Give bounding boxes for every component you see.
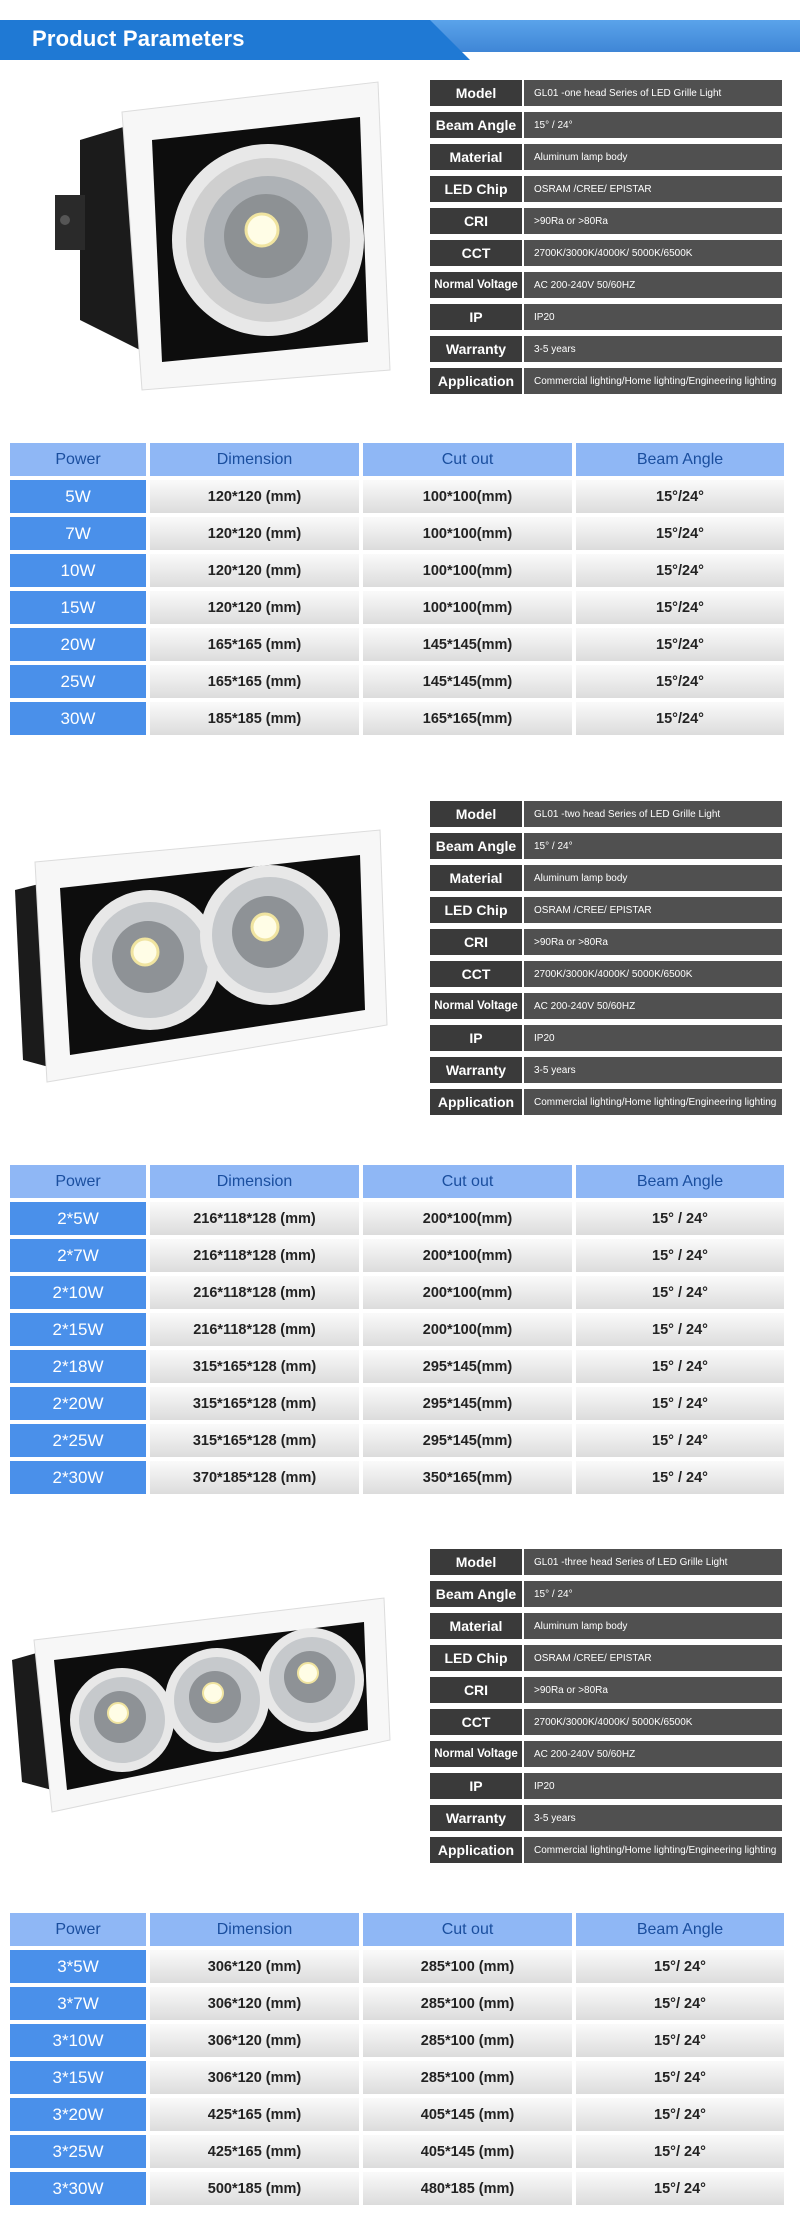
- cell-power: 3*15W: [10, 2061, 146, 2094]
- spec-value: >90Ra or >80Ra: [524, 929, 782, 955]
- cell-power: 3*30W: [10, 2172, 146, 2205]
- spec-value: 3-5 years: [524, 1057, 782, 1083]
- cell-cut-out: 295*145(mm): [363, 1424, 572, 1457]
- spec-row-material: [430, 865, 782, 891]
- spec-row-material: [430, 1613, 782, 1639]
- spec-value: >90Ra or >80Ra: [524, 208, 782, 234]
- spec-value: 15° / 24°: [524, 833, 782, 859]
- spec-row-voltage: [430, 993, 782, 1019]
- spec-row-application: [430, 1089, 782, 1115]
- cell-dimension: 216*118*128 (mm): [150, 1276, 359, 1309]
- spec-row-voltage: [430, 272, 782, 298]
- spec-row-model: [430, 801, 782, 827]
- spec-value: GL01 -one head Series of LED Grille Light: [524, 80, 782, 106]
- table-row: [10, 1424, 784, 1457]
- spec-value: IP20: [524, 304, 782, 330]
- cell-beam-angle: 15° / 24°: [576, 1202, 784, 1235]
- spec-value: 2700K/3000K/4000K/ 5000K/6500K: [524, 1709, 782, 1735]
- cell-beam-angle: 15°/ 24°: [576, 1950, 784, 1983]
- spec-label: Application: [430, 368, 524, 394]
- table-row: [10, 517, 784, 550]
- cell-power: 2*18W: [10, 1350, 146, 1383]
- spec-row-application: [430, 1837, 782, 1863]
- cell-cut-out: 145*145(mm): [363, 628, 572, 661]
- cell-dimension: 216*118*128 (mm): [150, 1202, 359, 1235]
- cell-cut-out: 285*100 (mm): [363, 1950, 572, 1983]
- table-row: [10, 1313, 784, 1346]
- spec-label: CCT: [430, 1709, 524, 1735]
- spec-label: IP: [430, 1773, 524, 1799]
- header-power: Power: [10, 1913, 146, 1946]
- spec-label: Normal Voltage: [430, 272, 524, 298]
- table-row: [10, 665, 784, 698]
- cell-power: 2*7W: [10, 1239, 146, 1272]
- page-header: [0, 0, 800, 60]
- cell-beam-angle: 15°/24°: [576, 665, 784, 698]
- header-beam-angle: Beam Angle: [576, 1165, 784, 1198]
- table-row: [10, 1276, 784, 1309]
- cell-dimension: 315*165*128 (mm): [150, 1350, 359, 1383]
- spec-row-application: [430, 368, 782, 394]
- spec-value: OSRAM /CREE/ EPISTAR: [524, 1645, 782, 1671]
- spec-row-material: [430, 144, 782, 170]
- cell-power: 20W: [10, 628, 146, 661]
- page-title: Product Parameters: [32, 26, 245, 51]
- spec-value: IP20: [524, 1773, 782, 1799]
- header-cut-out: Cut out: [363, 1913, 572, 1946]
- cell-cut-out: 480*185 (mm): [363, 2172, 572, 2205]
- cell-cut-out: 145*145(mm): [363, 665, 572, 698]
- param-table-three-head: [10, 1913, 784, 2209]
- spec-label: Application: [430, 1837, 524, 1863]
- spec-label: Material: [430, 144, 524, 170]
- product-image-one-head: [50, 70, 400, 400]
- spec-value: 15° / 24°: [524, 1581, 782, 1607]
- cell-dimension: 120*120 (mm): [150, 591, 359, 624]
- cell-beam-angle: 15°/24°: [576, 480, 784, 513]
- spec-label: CRI: [430, 929, 524, 955]
- table-row: [10, 1461, 784, 1494]
- header-dimension: Dimension: [150, 1165, 359, 1198]
- spec-value: Commercial lighting/Home lighting/Engineering lighting: [524, 1837, 782, 1863]
- cell-cut-out: 200*100(mm): [363, 1313, 572, 1346]
- spec-row-beam-angle: [430, 1581, 782, 1607]
- spec-value: OSRAM /CREE/ EPISTAR: [524, 897, 782, 923]
- cell-beam-angle: 15°/24°: [576, 702, 784, 735]
- table-row: [10, 1350, 784, 1383]
- table-header-row: [10, 1913, 784, 1946]
- header-beam-angle: Beam Angle: [576, 443, 784, 476]
- cell-dimension: 165*165 (mm): [150, 665, 359, 698]
- spec-table-three-head: [430, 1549, 782, 1869]
- spec-value: IP20: [524, 1025, 782, 1051]
- spec-value: Commercial lighting/Home lighting/Engineering lighting: [524, 1089, 782, 1115]
- cell-dimension: 315*165*128 (mm): [150, 1387, 359, 1420]
- spec-value: Aluminum lamp body: [524, 865, 782, 891]
- cell-cut-out: 200*100(mm): [363, 1239, 572, 1272]
- header-beam-angle: Beam Angle: [576, 1913, 784, 1946]
- cell-power: 2*15W: [10, 1313, 146, 1346]
- cell-dimension: 165*165 (mm): [150, 628, 359, 661]
- cell-power: 3*5W: [10, 1950, 146, 1983]
- cell-beam-angle: 15°/ 24°: [576, 2172, 784, 2205]
- cell-beam-angle: 15°/ 24°: [576, 2098, 784, 2131]
- spec-label: Model: [430, 801, 524, 827]
- cell-power: 10W: [10, 554, 146, 587]
- spec-label: Beam Angle: [430, 1581, 524, 1607]
- cell-dimension: 185*185 (mm): [150, 702, 359, 735]
- cell-dimension: 216*118*128 (mm): [150, 1239, 359, 1272]
- table-row: [10, 1950, 784, 1983]
- spec-value: AC 200-240V 50/60HZ: [524, 1741, 782, 1767]
- cell-beam-angle: 15°/24°: [576, 517, 784, 550]
- header-power: Power: [10, 1165, 146, 1198]
- cell-dimension: 216*118*128 (mm): [150, 1313, 359, 1346]
- table-row: [10, 480, 784, 513]
- table-row: [10, 1202, 784, 1235]
- cell-beam-angle: 15°/24°: [576, 591, 784, 624]
- table-header-row: [10, 1165, 784, 1198]
- cell-beam-angle: 15° / 24°: [576, 1313, 784, 1346]
- table-row: [10, 628, 784, 661]
- table-row: [10, 2024, 784, 2057]
- spec-label: Warranty: [430, 1805, 524, 1831]
- product-image-three-head: [12, 1590, 402, 1820]
- param-table-one-head: [10, 443, 784, 739]
- spec-row-cct: [430, 961, 782, 987]
- spec-value: >90Ra or >80Ra: [524, 1677, 782, 1703]
- header-cut-out: Cut out: [363, 1165, 572, 1198]
- cell-dimension: 120*120 (mm): [150, 480, 359, 513]
- spec-row-model: [430, 1549, 782, 1575]
- spec-row-model: [430, 80, 782, 106]
- table-row: [10, 591, 784, 624]
- spec-row-warranty: [430, 1057, 782, 1083]
- cell-power: 2*25W: [10, 1424, 146, 1457]
- spec-value: 2700K/3000K/4000K/ 5000K/6500K: [524, 961, 782, 987]
- param-table-two-head: [10, 1165, 784, 1498]
- cell-cut-out: 295*145(mm): [363, 1387, 572, 1420]
- cell-dimension: 425*165 (mm): [150, 2098, 359, 2131]
- cell-beam-angle: 15°/24°: [576, 554, 784, 587]
- spec-row-led-chip: [430, 176, 782, 202]
- cell-power: 2*30W: [10, 1461, 146, 1494]
- spec-label: Application: [430, 1089, 524, 1115]
- spec-label: Warranty: [430, 1057, 524, 1083]
- spec-value: 15° / 24°: [524, 112, 782, 138]
- header-cut-out: Cut out: [363, 443, 572, 476]
- table-row: [10, 2172, 784, 2205]
- cell-dimension: 120*120 (mm): [150, 554, 359, 587]
- cell-power: 2*10W: [10, 1276, 146, 1309]
- spec-label: CCT: [430, 961, 524, 987]
- cell-cut-out: 100*100(mm): [363, 554, 572, 587]
- spec-row-beam-angle: [430, 112, 782, 138]
- cell-dimension: 306*120 (mm): [150, 1950, 359, 1983]
- spec-label: Beam Angle: [430, 833, 524, 859]
- spec-label: LED Chip: [430, 897, 524, 923]
- spec-value: GL01 -two head Series of LED Grille Light: [524, 801, 782, 827]
- spec-label: Material: [430, 865, 524, 891]
- spec-row-warranty: [430, 1805, 782, 1831]
- spec-table-two-head: [430, 801, 782, 1121]
- cell-dimension: 425*165 (mm): [150, 2135, 359, 2168]
- cell-power: 30W: [10, 702, 146, 735]
- cell-cut-out: 405*145 (mm): [363, 2135, 572, 2168]
- cell-cut-out: 285*100 (mm): [363, 1987, 572, 2020]
- header-dimension: Dimension: [150, 1913, 359, 1946]
- spec-value: AC 200-240V 50/60HZ: [524, 272, 782, 298]
- cell-cut-out: 200*100(mm): [363, 1202, 572, 1235]
- cell-power: 2*20W: [10, 1387, 146, 1420]
- spec-value: AC 200-240V 50/60HZ: [524, 993, 782, 1019]
- cell-beam-angle: 15°/ 24°: [576, 2061, 784, 2094]
- cell-cut-out: 350*165(mm): [363, 1461, 572, 1494]
- spec-value: 3-5 years: [524, 336, 782, 362]
- spec-label: IP: [430, 1025, 524, 1051]
- cell-cut-out: 100*100(mm): [363, 591, 572, 624]
- spec-row-voltage: [430, 1741, 782, 1767]
- cell-power: 25W: [10, 665, 146, 698]
- spec-row-ip: [430, 1025, 782, 1051]
- cell-beam-angle: 15° / 24°: [576, 1424, 784, 1457]
- cell-cut-out: 200*100(mm): [363, 1276, 572, 1309]
- spec-value: OSRAM /CREE/ EPISTAR: [524, 176, 782, 202]
- spec-row-cct: [430, 240, 782, 266]
- header-power: Power: [10, 443, 146, 476]
- cell-cut-out: 405*145 (mm): [363, 2098, 572, 2131]
- table-row: [10, 1387, 784, 1420]
- spec-label: Normal Voltage: [430, 1741, 524, 1767]
- cell-power: 7W: [10, 517, 146, 550]
- spec-row-cri: [430, 208, 782, 234]
- cell-power: 5W: [10, 480, 146, 513]
- spec-label: LED Chip: [430, 176, 524, 202]
- cell-beam-angle: 15°/ 24°: [576, 2024, 784, 2057]
- spec-row-ip: [430, 304, 782, 330]
- cell-cut-out: 285*100 (mm): [363, 2024, 572, 2057]
- cell-dimension: 500*185 (mm): [150, 2172, 359, 2205]
- cell-cut-out: 100*100(mm): [363, 480, 572, 513]
- cell-dimension: 120*120 (mm): [150, 517, 359, 550]
- spec-label: Beam Angle: [430, 112, 524, 138]
- spec-value: Aluminum lamp body: [524, 144, 782, 170]
- spec-label: CRI: [430, 1677, 524, 1703]
- cell-power: 2*5W: [10, 1202, 146, 1235]
- spec-label: Material: [430, 1613, 524, 1639]
- table-row: [10, 2098, 784, 2131]
- spec-label: IP: [430, 304, 524, 330]
- spec-label: CRI: [430, 208, 524, 234]
- spec-row-cri: [430, 1677, 782, 1703]
- cell-dimension: 306*120 (mm): [150, 2061, 359, 2094]
- table-row: [10, 2061, 784, 2094]
- cell-beam-angle: 15° / 24°: [576, 1276, 784, 1309]
- spec-label: LED Chip: [430, 1645, 524, 1671]
- spec-row-led-chip: [430, 897, 782, 923]
- spec-row-warranty: [430, 336, 782, 362]
- cell-power: 15W: [10, 591, 146, 624]
- table-row: [10, 2135, 784, 2168]
- cell-beam-angle: 15° / 24°: [576, 1239, 784, 1272]
- spec-row-led-chip: [430, 1645, 782, 1671]
- cell-cut-out: 295*145(mm): [363, 1350, 572, 1383]
- cell-cut-out: 285*100 (mm): [363, 2061, 572, 2094]
- spec-table-one-head: [430, 80, 782, 400]
- cell-dimension: 370*185*128 (mm): [150, 1461, 359, 1494]
- table-row: [10, 702, 784, 735]
- spec-value: GL01 -three head Series of LED Grille Light: [524, 1549, 782, 1575]
- product-image-two-head: [15, 820, 400, 1095]
- spec-value: 3-5 years: [524, 1805, 782, 1831]
- cell-dimension: 306*120 (mm): [150, 2024, 359, 2057]
- spec-row-cct: [430, 1709, 782, 1735]
- table-row: [10, 1987, 784, 2020]
- spec-value: Commercial lighting/Home lighting/Engineering lighting: [524, 368, 782, 394]
- cell-dimension: 306*120 (mm): [150, 1987, 359, 2020]
- spec-row-beam-angle: [430, 833, 782, 859]
- cell-beam-angle: 15° / 24°: [576, 1461, 784, 1494]
- cell-cut-out: 165*165(mm): [363, 702, 572, 735]
- cell-power: 3*7W: [10, 1987, 146, 2020]
- table-row: [10, 1239, 784, 1272]
- spec-label: Normal Voltage: [430, 993, 524, 1019]
- spec-label: Model: [430, 80, 524, 106]
- cell-dimension: 315*165*128 (mm): [150, 1424, 359, 1457]
- cell-power: 3*20W: [10, 2098, 146, 2131]
- spec-label: Warranty: [430, 336, 524, 362]
- table-row: [10, 554, 784, 587]
- cell-cut-out: 100*100(mm): [363, 517, 572, 550]
- header-dimension: Dimension: [150, 443, 359, 476]
- spec-row-ip: [430, 1773, 782, 1799]
- spec-label: Model: [430, 1549, 524, 1575]
- cell-power: 3*25W: [10, 2135, 146, 2168]
- cell-beam-angle: 15°/ 24°: [576, 2135, 784, 2168]
- cell-power: 3*10W: [10, 2024, 146, 2057]
- cell-beam-angle: 15°/ 24°: [576, 1987, 784, 2020]
- cell-beam-angle: 15°/24°: [576, 628, 784, 661]
- spec-label: CCT: [430, 240, 524, 266]
- cell-beam-angle: 15° / 24°: [576, 1350, 784, 1383]
- cell-beam-angle: 15° / 24°: [576, 1387, 784, 1420]
- spec-row-cri: [430, 929, 782, 955]
- table-header-row: [10, 443, 784, 476]
- spec-value: Aluminum lamp body: [524, 1613, 782, 1639]
- spec-value: 2700K/3000K/4000K/ 5000K/6500K: [524, 240, 782, 266]
